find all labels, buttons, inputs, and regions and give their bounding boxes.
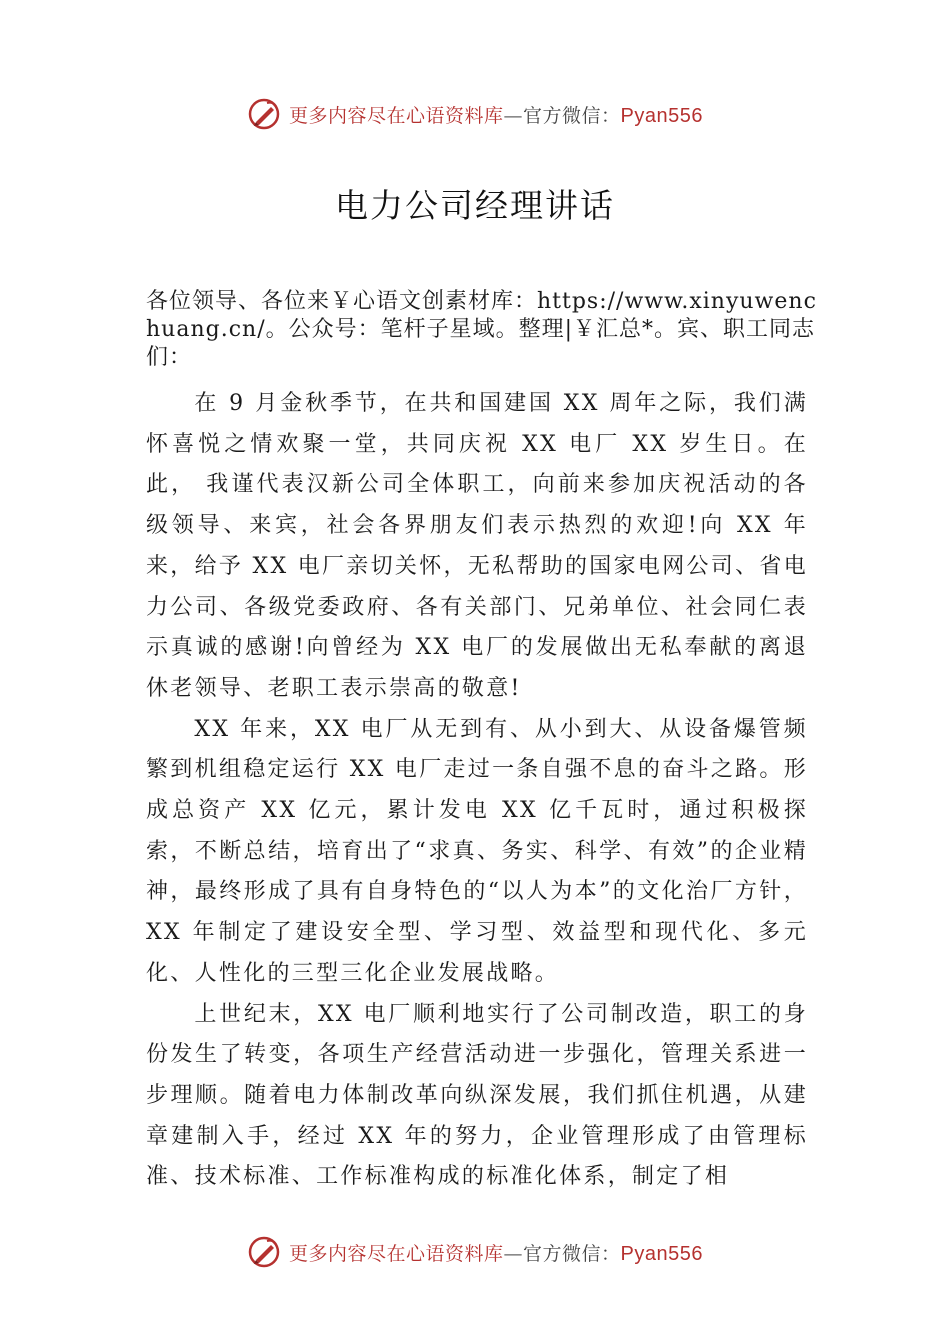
footer-banner-separator: — xyxy=(503,1242,524,1265)
footer-banner-text xyxy=(289,1239,703,1266)
footer-wechat-id: Pyan556 xyxy=(620,1242,703,1265)
page-title: 电力公司经理讲话 xyxy=(335,186,615,225)
header-banner-separator: — xyxy=(503,104,524,127)
paragraph: XX 年来，XX 电厂从无到有、从小到大、从设备爆管频繁到机组稳定运行 XX 电厂走过一条自强不息的奋斗之路。形成总资产 XX 亿元，累计发电 XX 亿千瓦时，通过积极探索，不断总结，培育出了“求真、务实、科学、有效”的企业精神，最终形成了具有自身特色的“以人为本”的文化治厂方针，XX 年制定了建设安全型、学习型、效益型和现代化、多元化、人性化的三型三化企业发展战略。 xyxy=(146,716,809,986)
header-wechat-id: Pyan556 xyxy=(620,104,703,127)
header-banner xyxy=(0,94,950,134)
paragraph: 上世纪末，XX 电厂顺利地实行了公司制改造，职工的身份发生了转变，各项生产经营活动进一步强化，管理关系进一步理顺。随着电力体制改革向纵深发展，我们抓住机遇，从建章建制入手，经过 XX 年的努力，企业管理形成了由管理标准、技术标准、工作标准构成的标准化体系，制定了相 xyxy=(146,1001,808,1190)
footer-banner xyxy=(0,1232,950,1272)
header-wechat-label: 官方微信： xyxy=(523,104,621,127)
footer-banner-slogan: 更多内容尽在心语资料库 xyxy=(289,1242,504,1265)
salutation: 各位领导、各位来￥心语文创素材库：https://www.xinyuwenchuang.cn/。公众号：笔杆子星域。整理|￥汇总*。宾、职工同志们： xyxy=(146,289,817,370)
speech-body xyxy=(146,384,808,1198)
header-banner-text xyxy=(289,101,703,128)
paragraph: 在 9 月金秋季节，在共和国建国 XX 周年之际，我们满怀喜悦之情欢聚一堂，共同庆祝 XX 电厂 XX 岁生日。在此， 我谨代表汉新公司全体职工，向前来参加庆祝活动的各级领导、来宾，社会各界朋友们表示热烈的欢迎!向 XX 年来，给予 XX 电厂亲切关怀，无私帮助的国家电网公司、省电力公司、各级党委政府、各有关部门、兄弟单位、社会同仁表示真诚的感谢!向曾经为 XX 电厂的发展做出无私奉献的离退休老领导、老职工表示崇高的敬意! xyxy=(146,391,809,701)
footer-wechat-label: 官方微信： xyxy=(523,1242,621,1265)
pen-logo-icon xyxy=(247,1235,281,1269)
pen-logo-icon xyxy=(247,97,281,131)
header-banner-slogan: 更多内容尽在心语资料库 xyxy=(289,104,504,127)
